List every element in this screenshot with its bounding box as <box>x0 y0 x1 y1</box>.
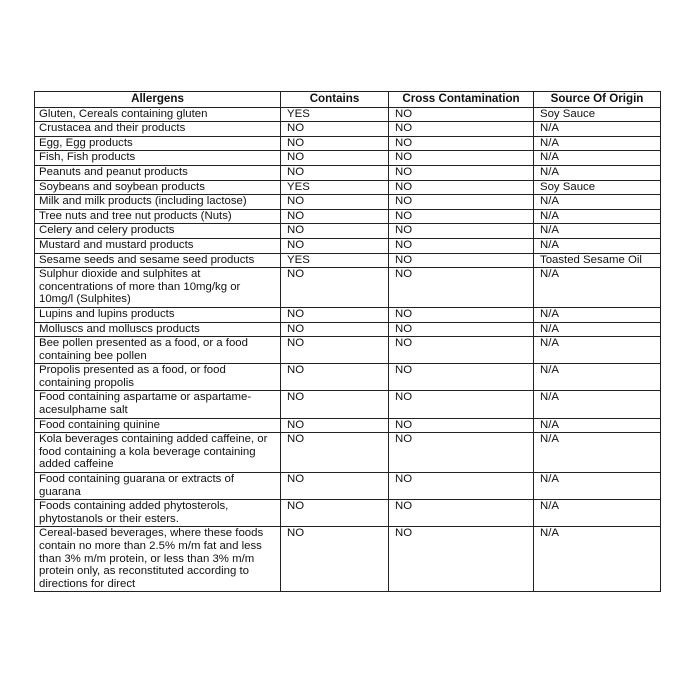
allergen-table <box>34 91 661 592</box>
cross-contamination-cell: NO <box>389 209 534 224</box>
cross-contamination-cell: NO <box>389 253 534 268</box>
table-row <box>35 151 661 166</box>
allergen-cell: Fish, Fish products <box>35 151 281 166</box>
header-row <box>35 92 661 108</box>
contains-cell: NO <box>281 433 389 473</box>
header-allergens: Allergens <box>35 92 281 108</box>
source-of-origin-cell: N/A <box>534 238 661 253</box>
contains-cell: NO <box>281 500 389 527</box>
contains-cell: NO <box>281 209 389 224</box>
cross-contamination-cell: NO <box>389 433 534 473</box>
contains-cell: NO <box>281 473 389 500</box>
allergen-cell: Lupins and lupins products <box>35 307 281 322</box>
allergen-cell: Food containing guarana or extracts of guarana <box>35 473 281 500</box>
contains-cell: YES <box>281 107 389 122</box>
source-of-origin-cell: N/A <box>534 268 661 308</box>
source-of-origin-cell: N/A <box>534 136 661 151</box>
cross-contamination-cell: NO <box>389 238 534 253</box>
allergen-cell: Crustacea and their products <box>35 122 281 137</box>
header-source-of-origin: Source Of Origin <box>534 92 661 108</box>
contains-cell: NO <box>281 151 389 166</box>
table-row <box>35 337 661 364</box>
allergen-cell: Food containing aspartame or aspartame-acesulphame salt <box>35 391 281 418</box>
source-of-origin-cell: N/A <box>534 209 661 224</box>
cross-contamination-cell: NO <box>389 307 534 322</box>
allergen-cell: Bee pollen presented as a food, or a food containing bee pollen <box>35 337 281 364</box>
source-of-origin-cell: N/A <box>534 500 661 527</box>
table-row <box>35 253 661 268</box>
cross-contamination-cell: NO <box>389 136 534 151</box>
cross-contamination-cell: NO <box>389 151 534 166</box>
source-of-origin-cell: Toasted Sesame Oil <box>534 253 661 268</box>
cross-contamination-cell: NO <box>389 473 534 500</box>
contains-cell: NO <box>281 165 389 180</box>
contains-cell: NO <box>281 364 389 391</box>
cross-contamination-cell: NO <box>389 107 534 122</box>
source-of-origin-cell: N/A <box>534 195 661 210</box>
table-header <box>35 92 661 108</box>
source-of-origin-cell: N/A <box>534 151 661 166</box>
allergen-cell: Kola beverages containing added caffeine, or food containing a kola beverage containing added caffeine <box>35 433 281 473</box>
source-of-origin-cell: N/A <box>534 364 661 391</box>
contains-cell: NO <box>281 268 389 308</box>
contains-cell: NO <box>281 224 389 239</box>
contains-cell: NO <box>281 322 389 337</box>
table-row <box>35 418 661 433</box>
contains-cell: NO <box>281 195 389 210</box>
source-of-origin-cell: N/A <box>534 307 661 322</box>
source-of-origin-cell: N/A <box>534 418 661 433</box>
table-row <box>35 364 661 391</box>
cross-contamination-cell: NO <box>389 500 534 527</box>
source-of-origin-cell: N/A <box>534 165 661 180</box>
allergen-sheet <box>34 91 660 592</box>
allergen-cell: Foods containing added phytosterols, phytostanols or their esters. <box>35 500 281 527</box>
table-row <box>35 209 661 224</box>
table-row <box>35 500 661 527</box>
cross-contamination-cell: NO <box>389 322 534 337</box>
source-of-origin-cell: N/A <box>534 122 661 137</box>
source-of-origin-cell: Soy Sauce <box>534 107 661 122</box>
table-row <box>35 307 661 322</box>
allergen-cell: Egg, Egg products <box>35 136 281 151</box>
allergen-cell: Soybeans and soybean products <box>35 180 281 195</box>
table-row <box>35 527 661 592</box>
contains-cell: NO <box>281 391 389 418</box>
table-row <box>35 268 661 308</box>
cross-contamination-cell: NO <box>389 527 534 592</box>
cross-contamination-cell: NO <box>389 122 534 137</box>
table-row <box>35 107 661 122</box>
allergen-cell: Molluscs and molluscs products <box>35 322 281 337</box>
allergen-cell: Gluten, Cereals containing gluten <box>35 107 281 122</box>
table-row <box>35 473 661 500</box>
contains-cell: NO <box>281 122 389 137</box>
allergen-cell: Sulphur dioxide and sulphites at concentrations of more than 10mg/kg or 10mg/l (Sulphites) <box>35 268 281 308</box>
header-cross-contamination: Cross Contamination <box>389 92 534 108</box>
table-row <box>35 195 661 210</box>
table-row <box>35 136 661 151</box>
allergen-cell: Celery and celery products <box>35 224 281 239</box>
allergen-cell: Propolis presented as a food, or food containing propolis <box>35 364 281 391</box>
contains-cell: YES <box>281 180 389 195</box>
cross-contamination-cell: NO <box>389 418 534 433</box>
allergen-cell: Food containing quinine <box>35 418 281 433</box>
source-of-origin-cell: N/A <box>534 224 661 239</box>
cross-contamination-cell: NO <box>389 364 534 391</box>
cross-contamination-cell: NO <box>389 195 534 210</box>
cross-contamination-cell: NO <box>389 337 534 364</box>
contains-cell: NO <box>281 136 389 151</box>
table-row <box>35 433 661 473</box>
table-body <box>35 107 661 592</box>
allergen-cell: Cereal-based beverages, where these foods contain no more than 2.5% m/m fat and less than 3% m/m protein, or less than 3% m/m protein only, as reconstituted according to directions for direct <box>35 527 281 592</box>
contains-cell: NO <box>281 337 389 364</box>
source-of-origin-cell: N/A <box>534 322 661 337</box>
allergen-cell: Mustard and mustard products <box>35 238 281 253</box>
cross-contamination-cell: NO <box>389 224 534 239</box>
source-of-origin-cell: Soy Sauce <box>534 180 661 195</box>
cross-contamination-cell: NO <box>389 391 534 418</box>
source-of-origin-cell: N/A <box>534 337 661 364</box>
table-row <box>35 224 661 239</box>
source-of-origin-cell: N/A <box>534 391 661 418</box>
source-of-origin-cell: N/A <box>534 473 661 500</box>
table-row <box>35 122 661 137</box>
allergen-cell: Tree nuts and tree nut products (Nuts) <box>35 209 281 224</box>
cross-contamination-cell: NO <box>389 268 534 308</box>
contains-cell: NO <box>281 418 389 433</box>
allergen-cell: Sesame seeds and sesame seed products <box>35 253 281 268</box>
table-row <box>35 238 661 253</box>
contains-cell: NO <box>281 307 389 322</box>
contains-cell: YES <box>281 253 389 268</box>
contains-cell: NO <box>281 527 389 592</box>
table-row <box>35 391 661 418</box>
source-of-origin-cell: N/A <box>534 433 661 473</box>
table-row <box>35 165 661 180</box>
contains-cell: NO <box>281 238 389 253</box>
cross-contamination-cell: NO <box>389 165 534 180</box>
allergen-cell: Peanuts and peanut products <box>35 165 281 180</box>
table-row <box>35 180 661 195</box>
table-row <box>35 322 661 337</box>
allergen-cell: Milk and milk products (including lactose) <box>35 195 281 210</box>
header-contains: Contains <box>281 92 389 108</box>
cross-contamination-cell: NO <box>389 180 534 195</box>
source-of-origin-cell: N/A <box>534 527 661 592</box>
